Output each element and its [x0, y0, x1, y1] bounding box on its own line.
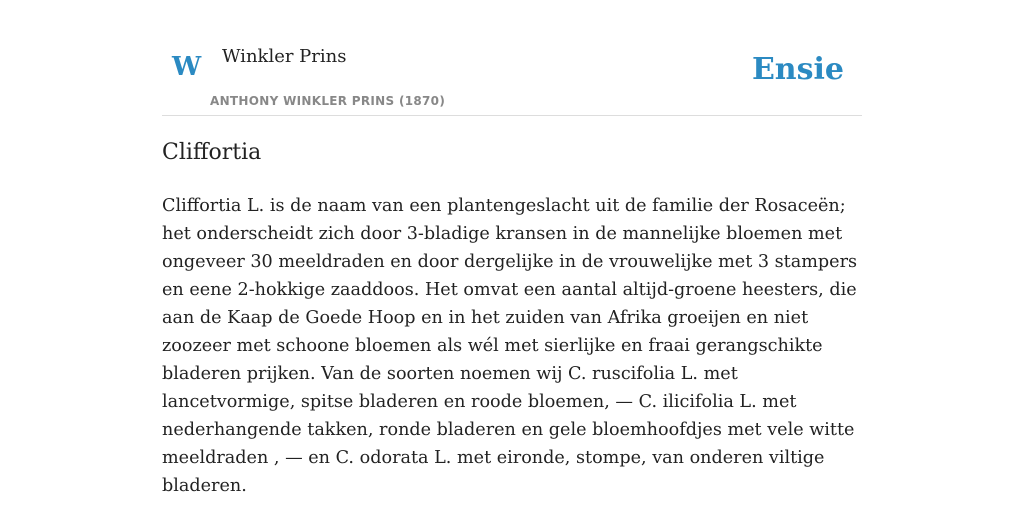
entry-body: Cliffortia L. is de naam van een plantengeslacht uit de familie der Rosaceën; het onderscheidt zich door 3-bladige kransen in de mannelijke bloemen met ongeveer 30 meeldraden en door dergelijke in de vrouwelijke met 3 stampers en eene 2-hokkige zaaddoos. Het omvat een aantal altijd-groene heesters, die aan de Kaap de Goede Hoop en in het zuiden van Afrika groeijen en niet zoozeer met schoone bloemen als wél met sierlijke en fraai gerangschikte bladeren prijken. Van de soorten noemen wij C. ruscifolia L. met lancetvormige, spitse bladeren en roode bloemen, — C. ilicifolia L. met nederhangende takken, ronde bladeren en gele bloemhoofdjes met vele witte meeldraden , — en C. odorata L. met eironde, stompe, van onderen viltige bladeren.	[162, 196, 858, 496]
brand-logo[interactable]: Ensie	[751, 52, 844, 87]
header-divider	[162, 115, 862, 116]
source-subtitle: ANTHONY WINKLER PRINS (1870)	[210, 94, 446, 108]
source-logo-icon[interactable]: W	[172, 52, 202, 82]
page-container	[162, 0, 862, 512]
source-title[interactable]: Winkler Prins	[222, 46, 347, 67]
entry-title: Cliffortia	[162, 140, 262, 165]
